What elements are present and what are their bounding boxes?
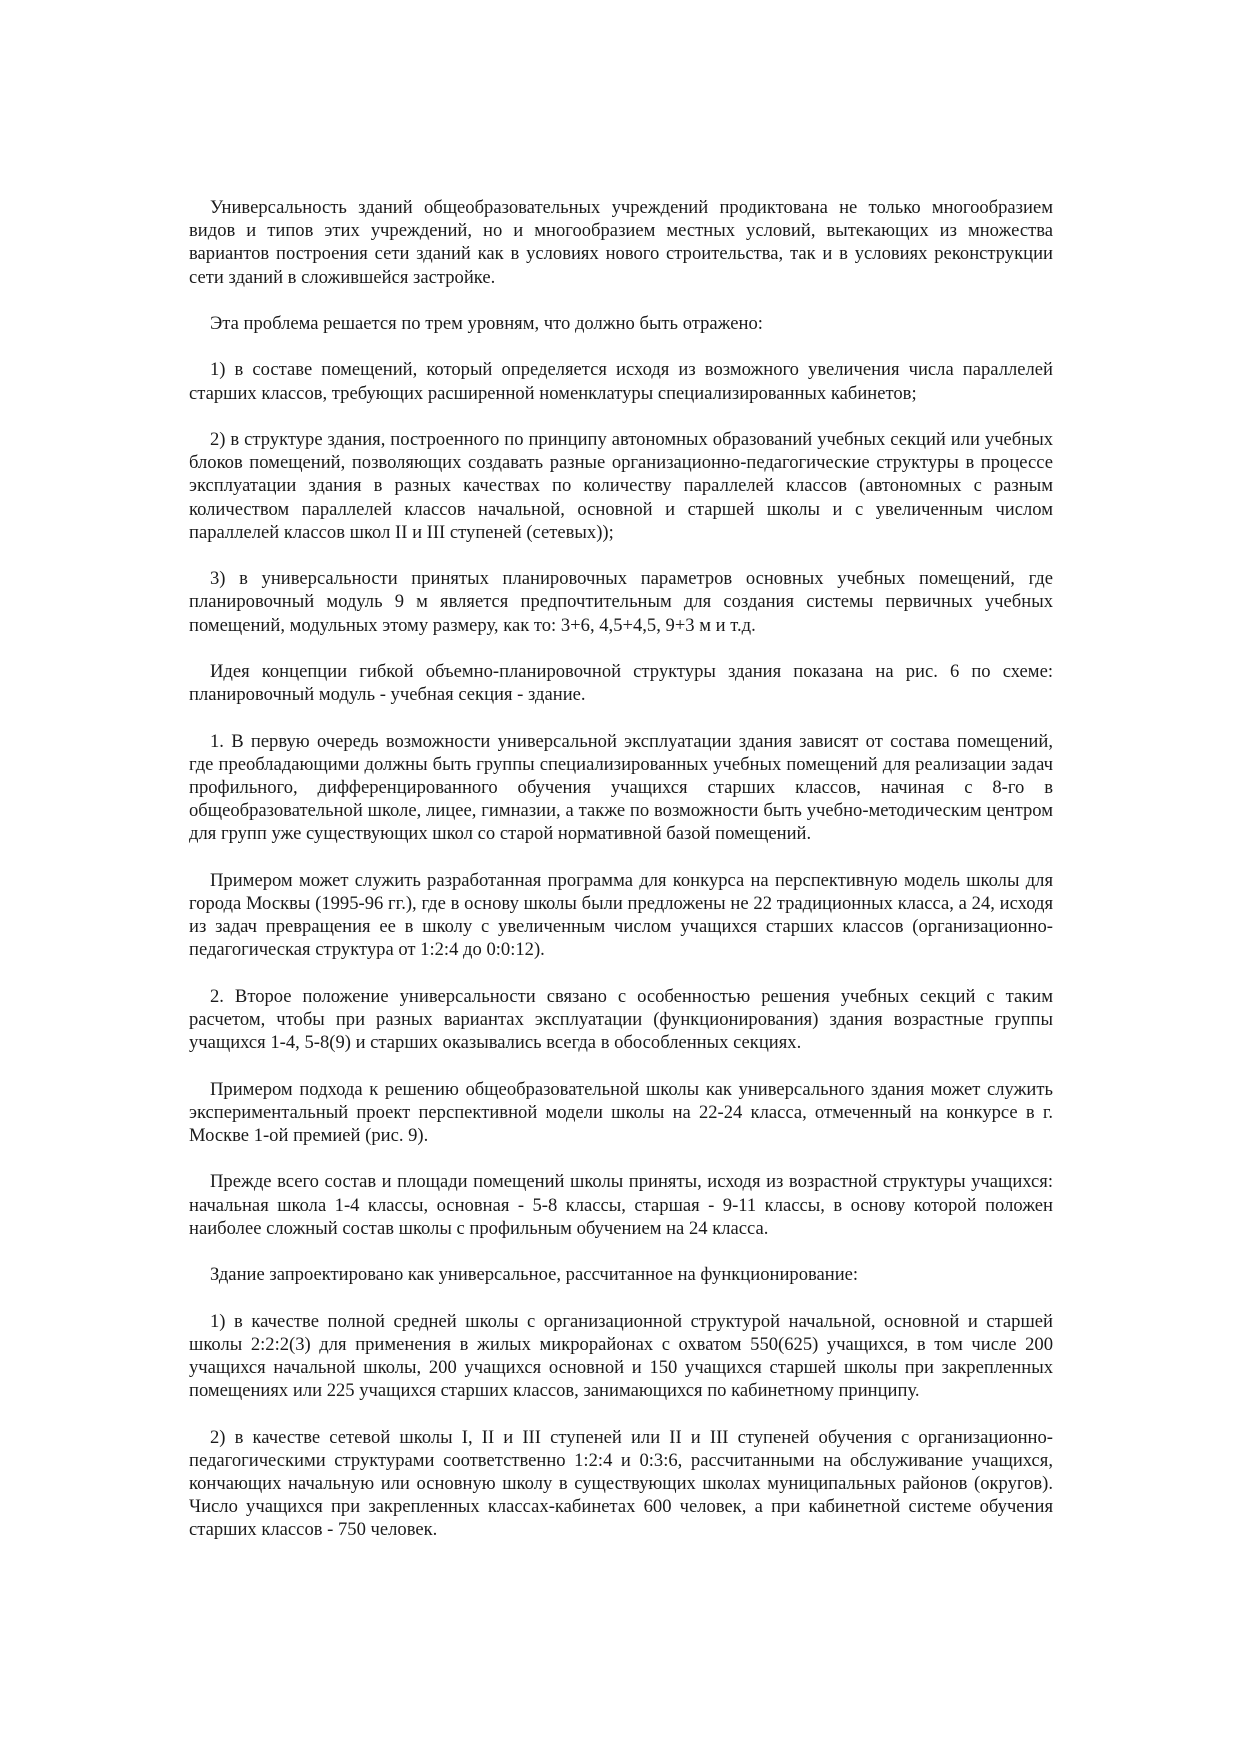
paragraph-point-2: 2. Второе положение универсальности связано с особенностью решения учебных секций с таким расчетом, чтобы при разных вариантах эксплуатации (функционирования) здания возрастные группы учащихся 1-4, 5-8(9) и старших оказывались всегда в обособленных секциях. (189, 985, 1053, 1054)
paragraph-example-1: Примером может служить разработанная программа для конкурса на перспективную модель школы для города Москвы (1995-96 гг.), где в основу школы были предложены не 22 традиционных класса, а 24, исходя из задач превращения ее в школу с увеличенным числом учащихся старших классов (организационно-педагогическая структура от 1:2:4 до 0:0:12). (189, 869, 1053, 961)
paragraph-composition: Прежде всего состав и площади помещений школы приняты, исходя из возрастной структуры учащихся: начальная школа 1-4 классы, основная - 5-8 классы, старшая - 9-11 классы, в основу которой положен наиболее сложный состав школы с профильным обучением на 24 класса. (189, 1171, 1053, 1239)
paragraph-levels: Эта проблема решается по трем уровням, что должно быть отражено: (210, 313, 763, 334)
paragraph-function-2: 2) в качестве сетевой школы I, II и III ступеней или II и III ступеней обучения с организационно-педагогическими структурами соответственно 1:2:4 и 0:3:6, рассчитанными на обслуживание учащихся, кончающих начальную или основную школу в существующих школах муниципальных районов (округов). Число учащихся при закрепленных классах-кабинетах 600 человек, а при кабинетной системе обучения старших классов - 750 человек. (189, 1426, 1053, 1541)
paragraph-level-1: 1) в составе помещений, который определяется исходя из возможного увеличения числа параллелей старших классов, требующих расширенной номенклатуры специализированных кабинетов; (189, 359, 1053, 404)
paragraph-function-1: 1) в качестве полной средней школы с организационной структурой начальной, основной и старшей школы 2:2:2(3) для применения в жилых микрорайонах с охватом 550(625) учащихся, в том числе 200 учащихся начальной школы, 200 учащихся основной и 150 учащихся старшей школы при закрепленных помещениях или 225 учащихся старших классов, занимающихся по кабинетному принципу. (189, 1310, 1053, 1402)
paragraph-functioning: Здание запроектировано как универсальное, рассчитанное на функционирование: (210, 1264, 859, 1286)
paragraph-point-1: 1. В первую очередь возможности универсальной эксплуатации здания зависят от состава помещений, где преобладающими должны быть группы специализированных учебных помещений для реализации задач профильного, дифференцированного обучения учащихся старших классов, начиная с 8-го в общеобразовательной школе, лицее, гимназии, а также по возможности быть учебно-методическим центром для групп уже существующих школ со старой нормативной базой помещений. (189, 730, 1053, 845)
paragraph-concept: Идея концепции гибкой объемно-планировочной структуры здания показана на рис. 6 по схеме: планировочный модуль - учебная секция - здание. (189, 660, 1053, 706)
paragraph-intro: Универсальность зданий общеобразовательных учреждений продиктована не только многообразием видов и типов этих учреждений, но и многообразием местных условий, вытекающих из множества вариантов построения сети зданий как в условиях нового строительства, так и в условиях реконструкции сети зданий в сложившейся застройке. (189, 197, 1053, 288)
document-page (189, 196, 1053, 1542)
paragraph-example-2: Примером подхода к решению общеобразовательной школы как универсального здания может служить экспериментальный проект перспективной модели школы на 22-24 класса, отмеченный на конкурсе в г. Москве 1-ой премией (рис. 9). (189, 1078, 1053, 1146)
paragraph-level-3: 3) в универсальности принятых планировочных параметров основных учебных помещений, где планировочный модуль 9 м является предпочтительным для создания системы первичных учебных помещений, модульных этому размеру, как то: 3+6, 4,5+4,5, 9+3 м и т.д. (189, 568, 1053, 636)
paragraph-level-2: 2) в структуре здания, построенного по принципу автономных образований учебных секций или учебных блоков помещений, позволяющих создавать разные организационно-педагогические структуры в процессе эксплуатации здания в разных качествах по количеству параллелей классов (автономных с разным количеством параллелей классов начальной, основной и старшей школы и с увеличенным числом параллелей классов школ II и III ступеней (сетевых)); (189, 428, 1053, 543)
